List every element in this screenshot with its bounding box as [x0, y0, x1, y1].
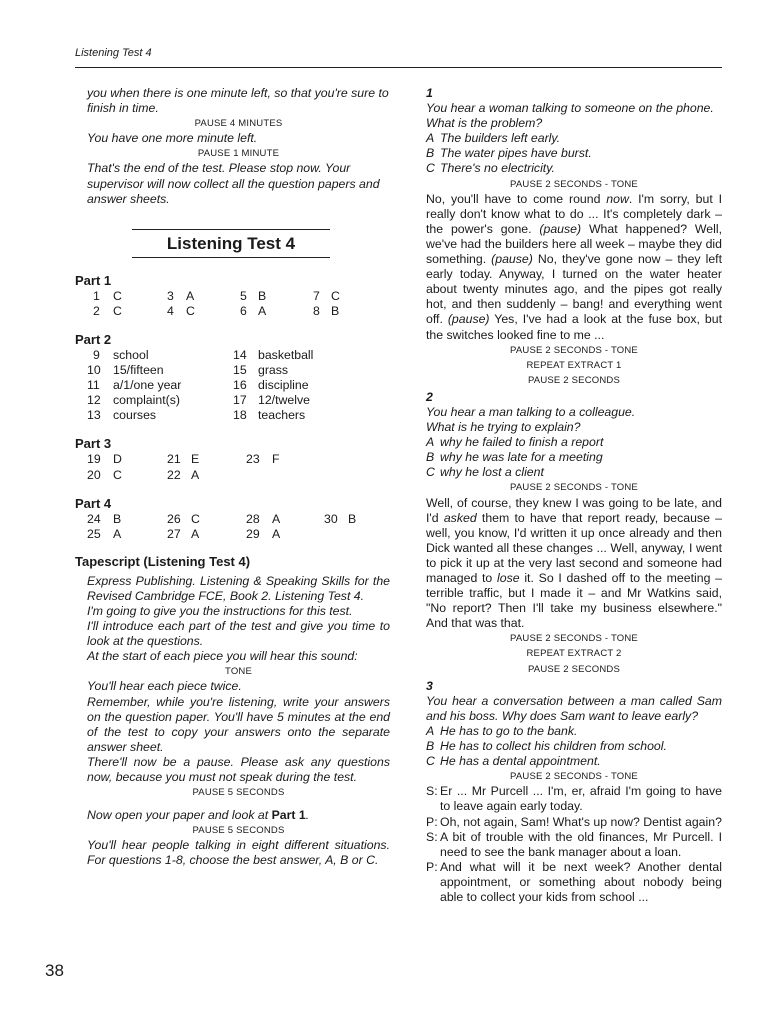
- tapescript-text: I'm going to give you the instructions for this test.: [87, 603, 353, 618]
- answer-cell: B: [331, 303, 340, 318]
- answer-cell: 3: [167, 288, 174, 303]
- answer-cell: 27: [167, 526, 181, 541]
- answer-cell: A: [191, 526, 200, 541]
- left-column: [75, 86, 390, 869]
- tapescript-text: You'll hear each piece twice.: [87, 679, 242, 694]
- answer-cell: 6: [240, 303, 247, 318]
- answer-cell: C: [113, 288, 122, 303]
- question-intro: You hear a conversation between a man called Sam and his boss. Why does Sam want to leave early?: [426, 693, 722, 723]
- answer-cell: C: [113, 467, 122, 482]
- question-text: What is he trying to explain?: [426, 420, 581, 435]
- tapescript-text: At the start of each piece you will hear this sound:: [87, 649, 358, 664]
- option-c: C why he lost a client: [426, 465, 544, 480]
- answer-cell: 1: [93, 288, 100, 303]
- answer-row: [75, 393, 390, 408]
- answer-row: [75, 468, 390, 483]
- option-c: C There's no electricity.: [426, 161, 555, 176]
- answer-cell: C: [191, 511, 200, 526]
- question-number: 3: [426, 678, 433, 693]
- question-intro: You hear a man talking to a colleague.: [426, 404, 636, 419]
- answer-cell: A: [186, 288, 195, 303]
- question-number: 1: [426, 86, 433, 100]
- answer-cell: 19: [87, 452, 101, 467]
- pause-cue: PAUSE 5 SECONDS: [192, 787, 285, 799]
- question-text: What is the problem?: [426, 116, 543, 131]
- option-b: B The water pipes have burst.: [426, 146, 592, 161]
- answer-row: [75, 452, 390, 467]
- answer-cell: school: [113, 347, 149, 362]
- option-b: B He has to collect his children from school.: [426, 739, 667, 754]
- option-c: C He has a dental appointment.: [426, 754, 601, 769]
- instruction-text: you when there is one minute left, so that you're sure to finish in time.: [87, 86, 389, 116]
- answer-cell: 12/twelve: [258, 393, 310, 408]
- answer-cell: 14: [233, 347, 247, 362]
- repeat-cue: REPEAT EXTRACT 1: [526, 359, 622, 371]
- answer-cell: C: [113, 303, 122, 318]
- answer-cell: 21: [167, 452, 181, 467]
- answer-cell: 7: [313, 288, 320, 303]
- running-header: Listening Test 4: [75, 47, 152, 59]
- option-a: A The builders left early.: [426, 131, 561, 146]
- answer-cell: A: [258, 303, 267, 318]
- part-4-heading: Part 4: [75, 495, 112, 511]
- header-rule: [75, 67, 722, 68]
- answer-cell: 28: [246, 511, 260, 526]
- answer-cell: 17: [233, 393, 247, 408]
- pause-cue: PAUSE 2 SECONDS: [527, 663, 621, 675]
- answer-cell: B: [113, 511, 122, 526]
- title-bottom-rule: [132, 257, 330, 258]
- answer-row: [75, 304, 390, 319]
- answer-cell: a/1/one year: [113, 378, 182, 393]
- answer-cell: basketball: [258, 347, 314, 362]
- tapescript-heading: Tapescript (Listening Test 4): [75, 553, 251, 569]
- answer-cell: F: [272, 452, 280, 467]
- answer-cell: 26: [167, 511, 181, 526]
- transcript-text: Well, of course, they knew I was going to be late, and I'd asked them to have that report ready, because – well, you know, I'd written it up once already and then Dick wanted all these changes ... Well, anyway, I went to pick it up at the very last second and someone had managed to lose it. So I dashed off to the meeting – terrible traffic, but I made it – and Mr Watkins said, "No report? Then I'll take my business elsewhere." And that was that.: [426, 495, 722, 631]
- answer-cell: A: [272, 526, 281, 541]
- option-a: A He has to go to the bank.: [426, 723, 578, 738]
- tapescript-intro: [75, 574, 390, 869]
- question-intro: You hear a woman talking to someone on the phone.: [426, 101, 714, 116]
- answer-row: [75, 527, 390, 542]
- answer-cell: D: [113, 452, 122, 467]
- repeat-cue: REPEAT EXTRACT 2: [526, 648, 622, 660]
- answer-cell: A: [113, 526, 122, 541]
- pause-cue: PAUSE 2 SECONDS - TONE: [510, 771, 638, 783]
- answer-cell: 16: [233, 378, 247, 393]
- option-b: B why he was late for a meeting: [426, 450, 603, 465]
- pause-cue: PAUSE 1 MINUTE: [197, 148, 280, 160]
- answer-cell: E: [191, 452, 200, 467]
- answer-cell: 25: [87, 526, 101, 541]
- part-3-heading: Part 3: [75, 436, 112, 452]
- tapescript-text: There'll now be a pause. Please ask any questions now, because you must not speak during the test.: [87, 754, 390, 784]
- dialogue-line: S: A bit of trouble with the old finances, Mr Purcell. I need to see the bank manager about a loan.: [426, 829, 722, 859]
- pause-cue: PAUSE 2 SECONDS - TONE: [510, 633, 638, 645]
- answer-cell: 9: [93, 347, 100, 362]
- question-number: 2: [426, 389, 433, 404]
- answer-cell: complaint(s): [113, 393, 180, 408]
- answer-cell: 8: [313, 303, 320, 318]
- test-title: Listening Test 4: [166, 233, 296, 253]
- answer-cell: 2: [93, 303, 100, 318]
- pause-cue: PAUSE 2 SECONDS: [527, 374, 621, 386]
- answer-cell: 15/fifteen: [113, 363, 164, 378]
- right-column: [426, 86, 722, 905]
- answer-cell: 10: [87, 363, 101, 378]
- tone-cue: TONE: [224, 666, 253, 678]
- pause-cue: PAUSE 2 SECONDS - TONE: [510, 178, 638, 190]
- tapescript-text: Remember, while you're listening, write your answers on the question paper. You'll have 5 minutes at the end of the test to copy your answers onto the separate answer sheet.: [87, 694, 390, 754]
- option-a: A why he failed to finish a report: [426, 435, 604, 450]
- dialogue-line: P: And what will it be next week? Another dental appointment, or something about nobody being able to collect your kids from school ...: [426, 859, 722, 904]
- answer-cell: B: [348, 511, 357, 526]
- answer-row: [75, 363, 390, 378]
- answer-cell: 11: [87, 378, 100, 393]
- answer-cell: discipline: [258, 378, 309, 393]
- answer-cell: 22: [167, 467, 181, 482]
- answer-cell: grass: [258, 363, 289, 378]
- answer-cell: 4: [167, 303, 174, 318]
- answer-row: [75, 408, 390, 423]
- answer-cell: C: [186, 303, 195, 318]
- answer-cell: 20: [87, 467, 101, 482]
- answer-cell: A: [272, 511, 281, 526]
- answer-cell: 12: [87, 393, 101, 408]
- pause-cue: PAUSE 4 MINUTES: [194, 118, 283, 130]
- dialogue-line: P: Oh, not again, Sam! What's up now? Dentist again?: [426, 814, 722, 829]
- answer-cell: 24: [87, 511, 101, 526]
- instruction-text: You have one more minute left.: [87, 131, 258, 146]
- answer-cell: 18: [233, 408, 247, 423]
- answer-cell: 30: [324, 511, 338, 526]
- part-2-heading: Part 2: [75, 331, 112, 347]
- instruction-text: That's the end of the test. Please stop now. Your supervisor will now collect all the question papers and answer sheets.: [87, 161, 380, 206]
- tapescript-text: Express Publishing. Listening & Speaking Skills for the Revised Cambridge FCE, Book 2. Listening Test 4.: [87, 573, 390, 603]
- answer-row: [75, 512, 390, 527]
- transcript-text: No, you'll have to come round now. I'm sorry, but I really don't know what to do ... It's completely dark – the power's gone. (pause) What happened? Well, we've had the builders here all week – maybe they did something. (pause) No, they've gone now – they left early today. Anyway, I turned on the water heater about twenty minutes ago, and the pipes got really hot, and then suddenly – bang! and everything went off. (pause) Yes, I've had a look at the fuse box, but the switches looked fine to me ...: [426, 191, 723, 342]
- tapescript-text: You'll hear people talking in eight different situations. For questions 1-8, choose the best answer, A, B or C.: [87, 838, 390, 868]
- tapescript-text: Now open your paper and look at Part 1.: [87, 808, 310, 823]
- answer-row: [75, 348, 390, 363]
- test-title-block: [132, 229, 330, 258]
- answer-cell: B: [258, 288, 267, 303]
- pause-cue: PAUSE 2 SECONDS - TONE: [510, 482, 638, 494]
- answer-row: [75, 378, 390, 393]
- answer-cell: 23: [246, 452, 260, 467]
- answer-cell: courses: [113, 408, 157, 423]
- answer-cell: 13: [87, 408, 101, 423]
- answer-row: [75, 289, 390, 304]
- part-1-heading: Part 1: [75, 272, 112, 288]
- answer-cell: A: [191, 467, 200, 482]
- pause-cue: PAUSE 5 SECONDS: [192, 825, 285, 837]
- dialogue-line: S: Er ... Mr Purcell ... I'm, er, afraid I'm going to have to leave again early today.: [426, 784, 722, 814]
- pause-cue: PAUSE 2 SECONDS - TONE: [510, 344, 638, 356]
- answer-cell: 15: [233, 363, 247, 378]
- answer-cell: teachers: [258, 408, 306, 423]
- answer-cell: 29: [246, 526, 260, 541]
- answer-cell: C: [331, 288, 340, 303]
- page-number: 38: [45, 961, 64, 980]
- title-top-rule: [132, 229, 330, 230]
- answer-cell: 5: [240, 288, 247, 303]
- tapescript-text: I'll introduce each part of the test and give you time to look at the questions.: [87, 619, 390, 649]
